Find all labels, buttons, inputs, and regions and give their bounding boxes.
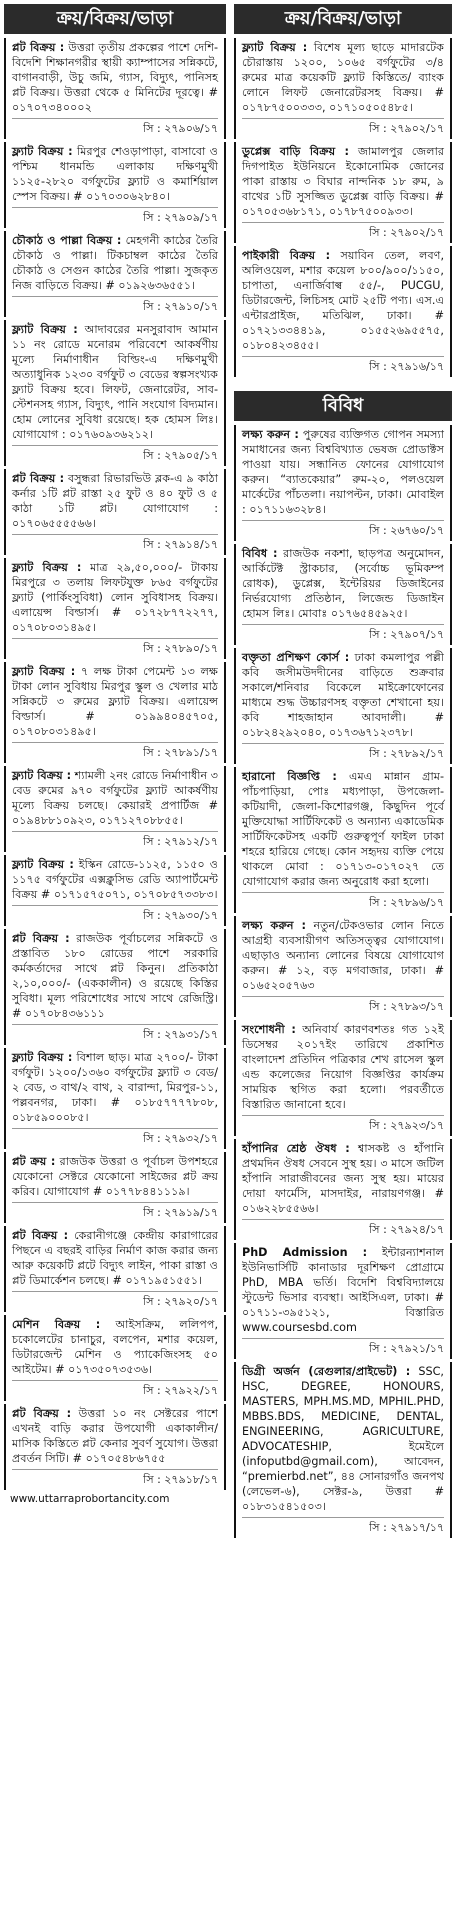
ad-body: নতুন/টেকওভার লোন নিতে আগ্রহী ব্যবসায়ীগণ অতিসত্ত্বর যোগাযোগ। এছাড়াও অন্যান্য লোনের বিষয়ে যোগাযোগ করুন। # ১২, বড় মগবাজার, ঢাকা। # ০১৬৫২০৫৭৬৩ bbox=[242, 919, 444, 992]
ad-body: ঢাকা কমলাপুর পল্লী কবি জসীমউদদীনের বাড়িতে শুক্রবার সকালে/শনিবার বিকেলে মাইক্রোফোনের মাধ্যমে শুদ্ধ উচ্চারণসহ বক্তৃতা শেখানো হয়। কবি শাহজাহান আবদালী। # ০১৮২৪২৯২০৪০, ০১৭৩৬৭১২৩৭৮। bbox=[242, 651, 444, 739]
ad-code: সি : ২৭৯৩২/১৭ bbox=[12, 1128, 218, 1146]
ad-body: অনিবার্য কারণবশতঃ গত ১২ই ডিসেম্বর ২০১৭ইং তারিখে প্রকাশিত বাংলাদেশ প্রতিদিন পত্রিকার শেখ রাসেল স্কুল এন্ড কলেজের নিয়োগ বিজ্ঞপ্তির কার্যক্রম সাময়িক স্থগিত করা হলো। পরবর্তীতে বিস্তারিত জানানো হবে। bbox=[242, 1023, 444, 1111]
classified-ad bbox=[234, 544, 452, 645]
misc-section-header: বিবিধ bbox=[234, 391, 452, 421]
ad-body: ৭ লক্ষ টাকা পেমেন্ট ১৩ লক্ষ টাকা লোন সুবিধায় মিরপুর স্কুল ও খেলার মাঠ সন্নিকটে ৩ রুমের ফ্ল্যাট বিক্রয়। এলায়েন্স বিল্ডার্স। # ০১৯৯৪০৪৫৭০৫, ০১৭০৮০৩১৪৯৫। bbox=[12, 665, 218, 738]
ad-body: বসুন্ধরা রিভারভিউ ব্লক-এ ৯ কাঠা কর্নার ১টি প্লট রাস্তা ২৫ ফুট ও ৪০ ফুট ও ৫ কাঠা ১টি প্লট। যোগাযোগ : ০১৭০৬৫৫৫৫৬৬। bbox=[12, 472, 219, 530]
classified-ad bbox=[4, 38, 226, 139]
ad-body: রাজউক নকশা, ছাড়পত্র অনুমোদন, আর্কিটেক্ট স্ট্রাকচার, (সর্বোচ্চ ভূমিকম্প রোধক), ডুপ্লেক্স, ইন্টেরিয়র ডিজাইনের নির্ভরযোগ্য প্রতিষ্ঠান, লিজেন্ড ডিজাইন হোমস লিঃ। মোবাঃ ০১৭৬৫৪৫৯২৫। bbox=[242, 547, 445, 620]
ad-title: হারানো বিজ্ঞপ্তি : bbox=[242, 770, 337, 783]
ad-code: সি : ২৭৮৯৬/১৭ bbox=[242, 892, 444, 910]
classified-ad bbox=[234, 1243, 452, 1359]
ad-code: সি : ২৭৯০৬/১৭ bbox=[12, 118, 218, 136]
ad-title: লক্ষ্য করুন : bbox=[242, 919, 306, 932]
ad-body: বিশেষ মূল্য ছাড়ে মাদারটেক চৌরাস্তায় ১২০০, ১০৬৫ বর্গফুটের ৩/৪ রুমের মাত্র কয়েকটি ফ্ল্যাট কিস্তিতে/ ব্যাংক লোনে লিফট জেনারেটরসহ বিক্রয়। # ০১৭৮৭৫০০৩৩৩, ০১৭১০৫০৫৪৮৫। bbox=[242, 41, 444, 114]
ad-code: সি : ২৭৯১০/১৭ bbox=[12, 296, 218, 314]
left-column bbox=[4, 4, 226, 1505]
classified-ad bbox=[4, 1048, 226, 1149]
ad-code: সি : ২৭৮৯২/১৭ bbox=[242, 743, 444, 761]
ad-code: সি : ২৭৯১৭/১৭ bbox=[242, 1517, 444, 1535]
ad-code: সি : ২৭৯০৫/১৭ bbox=[12, 445, 218, 463]
classified-ad bbox=[4, 320, 226, 466]
ad-code: সি : ২৭৯১৬/১৭ bbox=[242, 356, 444, 374]
footer-url: www.uttarraprobortancity.com bbox=[10, 1493, 170, 1505]
ad-code: সি : ২৭৯৩১/১৭ bbox=[12, 1024, 218, 1042]
ad-code: সি : ২৭৯২৪/১৭ bbox=[242, 1219, 444, 1237]
ad-title: ডুপ্লেক্স বাড়ি বিক্রয় : bbox=[242, 145, 349, 158]
buy-sell-rent-header-right: ক্রয়/বিক্রয়/ভাড়া bbox=[234, 4, 452, 34]
ad-title: বক্তৃতা প্রশিক্ষণ কোর্স : bbox=[242, 651, 350, 664]
ad-code: সি : ২৭৯১৯/১৭ bbox=[12, 1202, 218, 1220]
ad-title: পাইকারী বিক্রয় : bbox=[242, 249, 331, 262]
ad-title: প্লট বিক্রয় : bbox=[12, 1229, 69, 1242]
classified-ad bbox=[234, 246, 452, 377]
left-ads-list bbox=[4, 38, 226, 1490]
ad-code: সি : ২৭৮৯০/১৭ bbox=[12, 638, 218, 656]
ad-body: উত্তরা তৃতীয় প্রকল্পের পাশে দেশি-বিদেশি শিক্ষানগরীর স্থায়ী ক্যাম্পাসের সন্নিকটে, বাগানবাড়ী, উচু জমি, গ্যাস, বিদ্যুৎ, পানিসহ প্লট বিক্রয়। উত্তরা থেকে ৫ মিনিটের দূরত্বে। # ০১৭০৭৩৪০০০২ bbox=[12, 41, 218, 114]
classified-ad bbox=[4, 662, 226, 763]
ad-code: সি : ২৭৯১৪/১৭ bbox=[12, 534, 218, 552]
ad-body: বিশাল ছাড়। মাত্র ২৭০০/- টাকা বর্গফুট। ১২০০/১৩৬০ বর্গফুটের ফ্ল্যাট ৩ বেড/২ বেড, ৩ বাথ/২ বাথ, ২ বারান্দা, মিরপুর-১১, পল্লবনগর, ঢাকা। # ০১৮৫৭৭৭৭৮০৮, ০১৮৫৯০০০৮৫। bbox=[12, 1051, 218, 1124]
ad-title: চৌকাঠ ও পাল্লা বিক্রয় : bbox=[12, 234, 122, 247]
ad-body: জামালপুর জেলার দিগপাইত ইউনিয়নে ইকোনোমিক জোনের পাকা রাস্তায় ৩ বিঘার নান্দনিক ১৮ রুম, ৯ বাথের ১টি সুসজ্জিত ডুপ্লেক্স বাড়ি বিক্রয়। # ০১৭০৫৩৬৮১৭১, ০১৭৮৭৫০০৯৩৩। bbox=[242, 145, 445, 218]
ad-body: আদাবরের মনসুরাবাদ আমান ১১ নং রোডে মনোরম পরিবেশে আকর্ষণীয় মূল্যে নির্মাণাধীন বিল্ডিং-এ দক্ষিণমুখী অত্যাধুনিক ১২৩০ বর্গফুট ৩ বেডের স্বল্পসংখ্যক ফ্ল্যাট বিক্রয় হবে। লিফট, জেনারেটর, সাব-স্টেশনসহ গ্যাস, বিদ্যুৎ, পানি সংযোগ বিদ্যমান। হোম লোনের সুবিধা রয়েছে। হক হোমস লিঃ। যোগাযোগ : ০১৭৬০৯৩৬২১২। bbox=[12, 323, 218, 441]
ad-body: কেরানীগঞ্জে কেন্দ্রীয় কারাগারের পিছনে এ বছরই বাড়ির নির্মাণ কাজ করার জন্য আরু কয়েকটি প্লটে বিদ্যুৎ লাইন, পাকা রাস্তা ও প্লট ডিমার্কেশন চলছে। # ০১৭১৯৫১৫৫১। bbox=[12, 1229, 219, 1287]
buy-sell-rent-header: ক্রয়/বিক্রয়/ভাড়া bbox=[4, 4, 226, 34]
ad-title: ফ্ল্যাট বিক্রয় : bbox=[12, 145, 73, 158]
ad-body: সয়াবিন তেল, লবণ, অলিওয়েল, মশার কয়েল ৮০০/৯০০/১১৫০, চাপাতা, এনার্জিবাল্ব ৫৫/-, PUCGU, ডিটারজেন্ট, লিচিসহ মোট ২৫টি পণ্য। এস.এ এন্টারপ্রাইজ, মতিঝিল, ঢাকা। # ০১৭২১৩৩৪৪১৯, ০১৫৫২৬৯৫৫৭৫, ০১৮০৪২৩৪৫৫। bbox=[242, 249, 445, 352]
classified-ad bbox=[4, 1315, 226, 1401]
ad-body: মিরপুর শেওড়াপাড়া, বাসাবো ও পশ্চিম ধানমন্ডি এলাকায় দক্ষিণমুখী ১১২৫-২৮২০ বর্গফুটের ফ্ল্যাট ও কমার্শিয়াল স্পেস বিক্রয়। # ০১৭০৩০৬২৮৪০। bbox=[12, 145, 218, 203]
ad-title: লক্ষ্য করুন : bbox=[242, 428, 299, 441]
ad-code: সি : ২৭৯২৩/১৭ bbox=[242, 1115, 444, 1133]
ad-body: SSC, HSC, DEGREE, HONOURS, MASTERS, MPH.MS.MD, MPHIL.PHD, MBBS.BDS, MEDICINE, DENTAL, ENGINEERING, AGRICULTURE, ADVOCATESHIP, ইমেইলে (infoputbd@gmail.com), আবেদন, “premierbd.net”, ৪৪ সোনারগাঁও জনপথ (লেভেল-৬), সেক্টর-৯, উত্তরা # ০১৮৩১৫৪১৫০৩। bbox=[242, 1365, 444, 1513]
ad-body: এমএ মান্নান গ্রাম-পাঁচপাড়িয়া, পোঃ মধ্যপাড়া, উপজেলা-কটিয়াদী, জেলা-কিশোরগঞ্জ, কিছুদিন পূর্বে মুক্তিযোদ্ধা সার্টিফিকেট ও অন্যান্য একাডেমিক সার্টিফিকেটসহ একটি গুরুত্বপূর্ণ ফাইল ঢাকা শহরে হারিয়ে গেছে। কোন সহৃদয় ব্যক্তি পেয়ে থাকলে মোবা : ০১৭১৩-০১৭০২৭ তে যোগাযোগ করার জন্য অনুরোধ করা হলো। bbox=[242, 770, 445, 888]
ad-title: বিবিধ : bbox=[242, 547, 278, 560]
classified-ad bbox=[4, 1152, 226, 1223]
ad-title: ফ্ল্যাট বিক্রয় : bbox=[242, 41, 308, 54]
ad-body: আইসক্রিম, ললিপপ, চকোলেটের চানাচুর, বলপেন, মশার কয়েল, ডিটারজেন্ট মেশিন ও প্যাকেজিংসহ ৫০ আইটেম। # ০১৭৩৫০৭৩৫৩৬। bbox=[12, 1318, 218, 1376]
right-column bbox=[234, 4, 452, 1541]
classified-ad bbox=[4, 929, 226, 1045]
ad-body: শ্যামলী ২নং রোডে নির্মাণাধীন ৩ বেড রুমের ৯৭০ বর্গফুটের ফ্ল্যাট আকর্ষণীয় মূল্যে বিক্রয় চলছে। কেয়ারই প্রপার্টিজ # ০১৯৪৮৮১০৯২৩, ০১৭১২৭০৮৮৫৫। bbox=[12, 769, 218, 827]
ad-title: ফ্ল্যাট বিক্রয় : bbox=[12, 1051, 73, 1064]
classified-ad bbox=[234, 38, 452, 139]
ad-code: সি : ২৭৯২১/১৭ bbox=[242, 1338, 444, 1356]
classified-ad bbox=[4, 558, 226, 659]
ad-title: প্লট ক্রয় : bbox=[12, 1155, 56, 1168]
ad-body: ইস্কিন রোডে-১১২৫, ১১৫০ ও ১১৭৫ বর্গফুটের এক্সক্লুসিভ রেডি অ্যাপার্টমেন্ট বিক্রয় # ০১৭১৫৭৫০৭১, ০১৭০৮৫৭৩৩৮৩। bbox=[12, 858, 218, 901]
ad-title: প্লট বিক্রয় : bbox=[12, 41, 65, 54]
ad-code: সি : ২৭৯২২/১৭ bbox=[12, 1380, 218, 1398]
ad-title: প্লট বিক্রয় : bbox=[12, 472, 65, 485]
ad-body: ইন্টারন্যাশনাল ইউনিভার্সিটি কানাডার দূরশিক্ষণ প্রোগ্রামে PhD, MBA ভর্তি। বিদেশি বিশ্ববিদ্যালয়ে স্টুডেন্ট ভিসার ব্যবস্থা। আইসিএল, ঢাকা। # ০১৭১১-৩৯৫১২১, বিস্তারিত www.coursesbd.com bbox=[242, 1246, 444, 1334]
ad-title: হাঁপানির শ্রেষ্ঠ ঔষধ : bbox=[242, 1142, 350, 1155]
ad-body: রাজউক উত্তরা ও পূর্বাচল উপশহরে যেকোনো সেক্টরে যেকোনো সাইজের প্লট ক্রয় করিব। যোগাযোগ # ০১৭৭৮৪৪১১১৯। bbox=[12, 1155, 218, 1198]
ad-code: সি : ২৭৮৯৩/১৭ bbox=[242, 996, 444, 1014]
ad-title: মেশিন বিক্রয় : bbox=[12, 1318, 101, 1331]
ad-title: PhD Admission : bbox=[242, 1246, 368, 1259]
ad-body: শ্বাসকষ্ট ও হাঁপানি প্রথমদিন ঔষধ সেবনে সুস্থ হয়। ৩ মাসে জটিল হাঁপানি সারাজীবনের জন্য সুস্থ হয়। মায়ের দোয়া ফার্মেসি, মাসদাইর, নারায়ণগঞ্জ। # ০১৬২২৮৫৫৬৬। bbox=[242, 1142, 444, 1215]
ad-body: পুরুষের ব্যক্তিগত গোপন সমস্যা সমাধানের জন্য বিশ্ববিখ্যাত ভেষজ প্রোডাক্টস পাওয়া যায়। সন্ধানিত ফোনের যোগাযোগ করুন। “ব্যাতকেয়ার” রুম-২০, পলওয়েল মার্কেটের পাঁচতলা। নয়াপল্টন, ঢাকা। মোবাইল : ০১৭১১৬৩২৮৪। bbox=[242, 428, 444, 516]
classified-ad bbox=[4, 469, 226, 555]
ad-title: ফ্ল্যাট বিক্রয় : bbox=[12, 561, 82, 574]
classified-ad bbox=[4, 855, 226, 926]
ad-body: রাজউক পূর্বাচলের সন্নিকটে ও প্রস্তাবিত ১৮০ রোডের পাশে সরকারি কর্মকর্তাদের সাথে প্লট কিনুন। প্রতিকাঠা ২,১০,০০০/- (এককালীন) ও রয়েছে কিস্তির সুবিধা। মূল্য পরিশোধের সাথে সাথে রেজিস্ট্রি। # ০১৭০৮৪৩৬১১১ bbox=[12, 932, 218, 1020]
classified-ad bbox=[4, 1226, 226, 1312]
ad-body: উত্তরা ১০ নং সেক্টরের পাশে এখনই বাড়ি করার উপযোগী একাকালীন/মাসিক কিস্তিতে প্লট কেনার সুবর্ণ সুযোগ। উত্তরা প্রবর্তন সিটি। # ০১৭০৫৪৮৬৭৫৫ bbox=[12, 1407, 218, 1465]
ad-code: সি : ২৭৯৩০/১৭ bbox=[12, 905, 218, 923]
classified-ad bbox=[234, 767, 452, 913]
ad-title: সংশোধনী : bbox=[242, 1023, 296, 1036]
ad-code: সি : ২৭৯০৭/১৭ bbox=[242, 624, 444, 642]
classified-ad bbox=[234, 648, 452, 764]
classified-ad bbox=[234, 916, 452, 1017]
ad-code: সি : ২৭৯১৮/১৭ bbox=[12, 1469, 218, 1487]
ad-body: মাত্র ২৯,৫০,০০০/- টাকায় মিরপুরে ৩ তলায় লিফটযুক্ত ৮৬৫ বর্গফুটের ফ্ল্যাট (পার্কিংসুবিধা) লোন সুবিধাসহ বিক্রয়। এলায়েন্স বিল্ডার্স। # ০১৭২৮৭৭২২৭৭, ০১৭০৮০৩১৪৯৫। bbox=[12, 561, 218, 634]
ad-title: ডিগ্রী অর্জন (রেগুলার/প্রাইভেট) : bbox=[242, 1365, 411, 1378]
right-ads-list bbox=[234, 38, 452, 377]
classified-ad bbox=[234, 1020, 452, 1136]
classified-ad bbox=[234, 142, 452, 243]
classified-ad bbox=[234, 1362, 452, 1538]
classified-ad bbox=[4, 142, 226, 228]
ad-title: প্লট বিক্রয় : bbox=[12, 932, 70, 945]
classified-ad bbox=[4, 1404, 226, 1490]
ad-title: ফ্ল্যাট বিক্রয় : bbox=[12, 665, 76, 678]
ad-title: প্লট বিক্রয় : bbox=[12, 1407, 72, 1420]
ad-code: সি : ২৭৮৯১/১৭ bbox=[12, 742, 218, 760]
ad-code: সি : ২৭৯০২/১৭ bbox=[242, 222, 444, 240]
classified-ad bbox=[234, 425, 452, 541]
ad-code: সি : ২৭৯১২/১৭ bbox=[12, 831, 218, 849]
classified-ad bbox=[234, 1139, 452, 1240]
ad-code: সি : ২৭৯০৯/১৭ bbox=[12, 207, 218, 225]
ad-code: সি : ২৭৯০২/১৭ bbox=[242, 118, 444, 136]
ad-title: ফ্ল্যাট বিক্রয় : bbox=[12, 769, 72, 782]
ad-title: ফ্ল্যাট বিক্রয় : bbox=[12, 858, 74, 871]
misc-ads-list bbox=[234, 425, 452, 1538]
ad-title: ফ্ল্যাট বিক্রয় : bbox=[12, 323, 78, 336]
classified-ad bbox=[4, 231, 226, 317]
ad-body: মেহগনী কাঠের তৈরি চৌকাঠ ও পাল্লা। টিকচাম্বল কাঠের তৈরি চৌকাঠ ও সেগুন কাঠের তৈরি পাল্লা। সুজকৃত নিজ বাড়িতে বিক্রয়। # ০১৯২৬৩৬৫৫১। bbox=[12, 234, 218, 292]
ad-code: সি : ২৬৭৬০/১৭ bbox=[242, 520, 444, 538]
classified-ad bbox=[4, 766, 226, 852]
ad-code: সি : ২৭৯২০/১৭ bbox=[12, 1291, 218, 1309]
